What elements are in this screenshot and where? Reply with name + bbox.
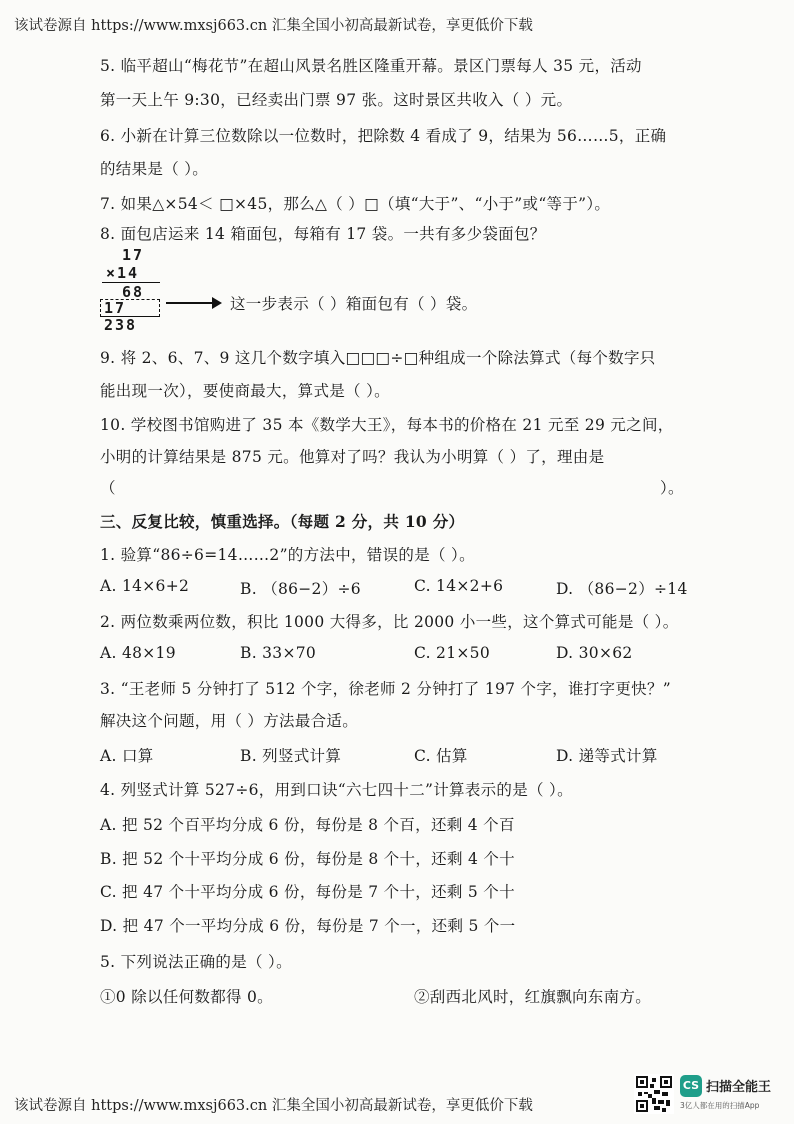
s3-q4: 4. 列竖式计算 527÷6，用到口诀“六七四十二”计算表示的是（ ）。 (100, 781, 573, 799)
s3-q3-option-d: D. 递等式计算 (556, 747, 658, 765)
arrow-icon (166, 302, 220, 304)
q8-step-note: 这一步表示（ ）箱面包有（ ）袋。 (230, 295, 478, 313)
s3-q2-option-c: C. 21×50 (414, 644, 490, 662)
q8: 8. 面包店运来 14 箱面包，每箱有 17 袋。一共有多少袋面包？ (100, 225, 546, 243)
section3-title: 三、反复比较，慎重选择。（每题 2 分，共 10 分） (100, 512, 465, 531)
calc-multiplier: ×14 (106, 264, 140, 282)
vertical-multiplication (100, 244, 180, 332)
s3-q1-option-c: C. 14×2+6 (414, 577, 504, 595)
s3-q4-option-d: D. 把 47 个一平均分成 6 份，每份是 7 个一，还剩 5 个一 (100, 917, 516, 935)
camscanner-logo-icon: CS (680, 1075, 702, 1097)
s3-q5-statement-2: ②刮西北风时，红旗飘向东南方。 (414, 988, 652, 1006)
s3-q4-option-b: B. 把 52 个十平均分成 6 份，每份是 8 个十，还剩 4 个十 (100, 850, 515, 868)
s3-q2-option-b: B. 33×70 (240, 644, 317, 662)
s3-q1: 1. 验算“86÷6=14……2”的方法中，错误的是（ ）。 (100, 546, 475, 564)
page-header-source: 该试卷源自 https://www.mxsj663.cn 汇集全国小初高最新试卷，享更低价下载 (14, 18, 533, 34)
qr-code-icon (634, 1074, 674, 1114)
s3-q3-line1: 3. “王老师 5 分钟打了 512 个字，徐老师 2 分钟打了 197 个字，谁打字更快？” (100, 680, 671, 698)
scanner-app-name: 扫描全能王 (706, 1080, 772, 1095)
calc-product: 238 (104, 316, 138, 334)
calc-partial-product-1: 68 (122, 283, 145, 301)
calc-multiplicand: 17 (122, 246, 145, 264)
q10-line3-open: （ (100, 479, 116, 497)
s3-q1-option-a: A. 14×6+2 (100, 577, 190, 595)
s3-q3-option-c: C. 估算 (414, 747, 468, 765)
s3-q4-option-c: C. 把 47 个十平均分成 6 份，每份是 7 个十，还剩 5 个十 (100, 883, 515, 901)
q5-line2: 第一天上午 9:30，已经卖出门票 97 张。这时景区共收入（ ）元。 (100, 91, 573, 109)
s3-q1-option-b: B. （86−2）÷6 (240, 580, 361, 598)
calc-partial-product-2: 17 (104, 299, 127, 317)
s3-q3-line2: 解决这个问题，用（ ）方法最合适。 (100, 712, 359, 730)
q10-line2: 小明的计算结果是 875 元。他算对了吗？我认为小明算（ ）了，理由是 (100, 448, 605, 466)
s3-q1-option-d: D. （86−2）÷14 (556, 580, 688, 598)
s3-q5: 5. 下列说法正确的是（ ）。 (100, 953, 292, 971)
s3-q2: 2. 两位数乘两位数，积比 1000 大得多，比 2000 小一些，这个算式可能是（ ）。 (100, 613, 679, 631)
q7: 7. 如果△×54＜ □×45，那么△（ ）□（填“大于”、“小于”或“等于”）。 (100, 195, 611, 213)
scanner-app-tagline: 3亿人都在用的扫描App (680, 1101, 760, 1110)
page-footer-source: 该试卷源自 https://www.mxsj663.cn 汇集全国小初高最新试卷，享更低价下载 (14, 1098, 533, 1114)
q10-line3-close: ）。 (660, 479, 684, 497)
s3-q2-option-d: D. 30×62 (556, 644, 633, 662)
s3-q4-option-a: A. 把 52 个百平均分成 6 份，每份是 8 个百，还剩 4 个百 (100, 816, 515, 834)
q6-line1: 6. 小新在计算三位数除以一位数时，把除数 4 看成了 9，结果为 56……5，正确 (100, 127, 667, 145)
q6-line2: 的结果是（ ）。 (100, 160, 209, 178)
s3-q2-option-a: A. 48×19 (100, 644, 176, 662)
s3-q3-option-b: B. 列竖式计算 (240, 747, 342, 765)
q9-line2: 能出现一次），要使商最大，算式是（ ）。 (100, 382, 390, 400)
s3-q3-option-a: A. 口算 (100, 747, 154, 765)
q5-line1: 5. 临平超山“梅花节”在超山风景名胜区隆重开幕。景区门票每人 35 元，活动 (100, 57, 642, 75)
q10-line1: 10. 学校图书馆购进了 35 本《数学大王》，每本书的价格在 21 元至 29 元之间， (100, 416, 674, 434)
q9-line1: 9. 将 2、6、7、9 这几个数字填入□□□÷□种组成一个除法算式（每个数字只 (100, 349, 656, 367)
s3-q5-statement-1: ①0 除以任何数都得 0。 (100, 988, 273, 1006)
